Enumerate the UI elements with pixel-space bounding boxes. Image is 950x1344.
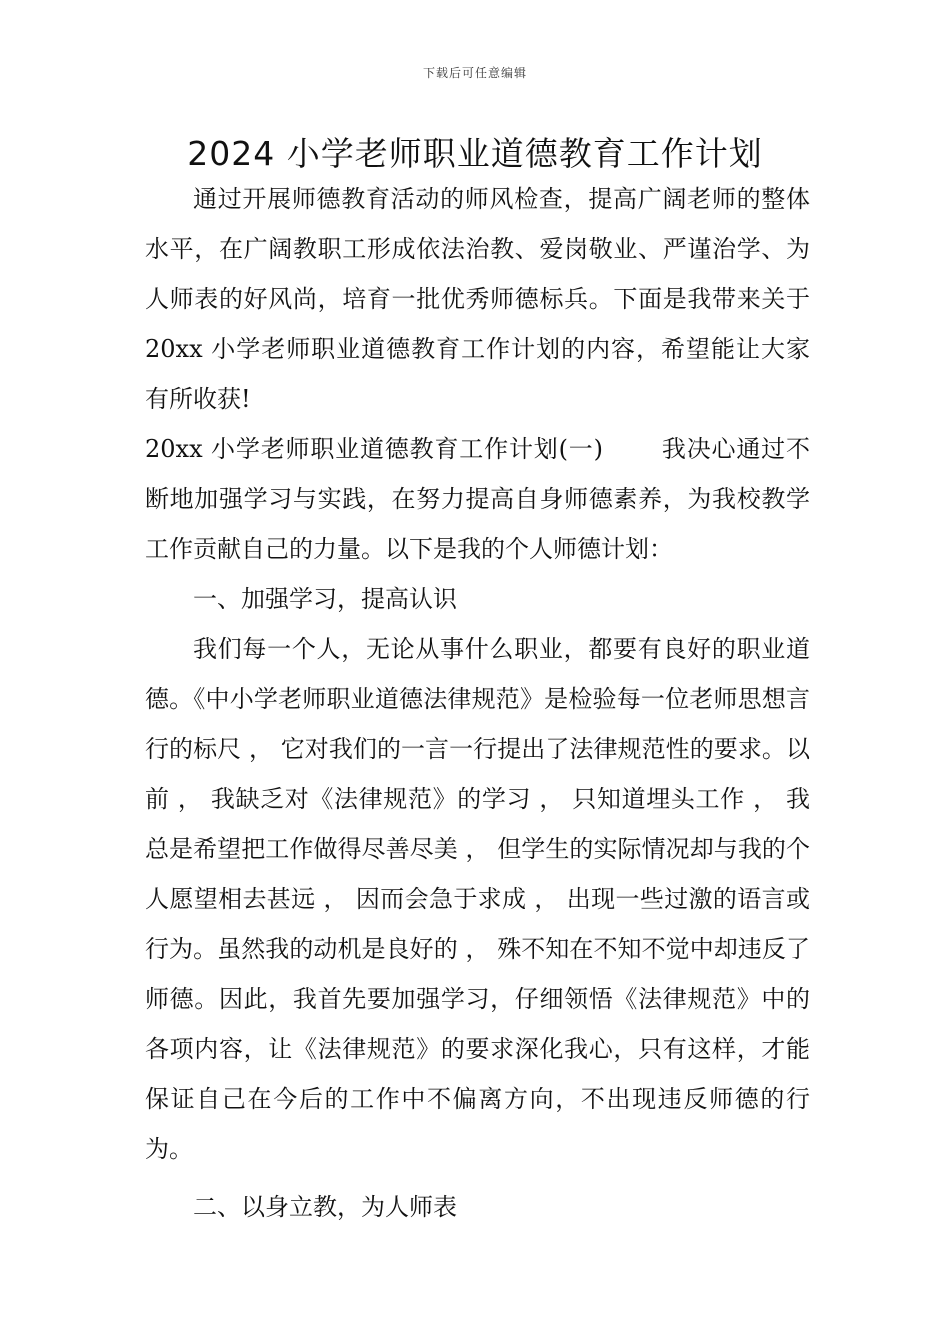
- document-title: 2024 小学老师职业道德教育工作计划: [187, 134, 763, 173]
- section-heading-1: 一、加强学习，提高认识: [193, 585, 457, 613]
- section-heading-2: 二、以身立教，为人师表: [193, 1193, 457, 1221]
- section-1-paragraph: 我们每一个人，无论从事什么职业，都要有良好的职业道德。《中小学老师职业道德法律规范》是检验每一位老师思想言行的标尺 ， 它对我们的一言一行提出了法律规范性的要求。以前 ， 我缺乏对《法律规范》的学习 ， 只知道埋头工作 ， 我总是希望把工作做得尽善尽美 ， 但学生的实际情况却与我的个人愿望相去甚远 ， 因而会急于求成 ， 出现一些过激的语言或行为。虽然我的动机是良好的 ， 殊不知在不知不觉中却违反了师德。因此，我首先要加强学习，仔细领悟《法律规范》中的各项内容，让《法律规范》的要求深化我心，只有这样，才能保证自己在今后的工作中不偏离方向，不出现违反师德的行为。: [145, 635, 810, 1163]
- header-note: 下载后可任意编辑: [422, 66, 527, 80]
- plan-heading-paragraph: 20xx 小学老师职业道德教育工作计划(一) 我决心通过不断地加强学习与实践，在努力提高自身师德素养，为我校教学工作贡献自己的力量。以下是我的个人师德计划：: [145, 435, 810, 563]
- document-body: [145, 174, 810, 1232]
- intro-paragraph: 通过开展师德教育活动的师风检查，提高广阔老师的整体水平，在广阔教职工形成依法治教、爱岗敬业、严谨治学、为人师表的好风尚，培育一批优秀师德标兵。下面是我带来关于 20xx 小学老师职业道德教育工作计划的内容，希望能让大家有所收获!: [145, 185, 810, 413]
